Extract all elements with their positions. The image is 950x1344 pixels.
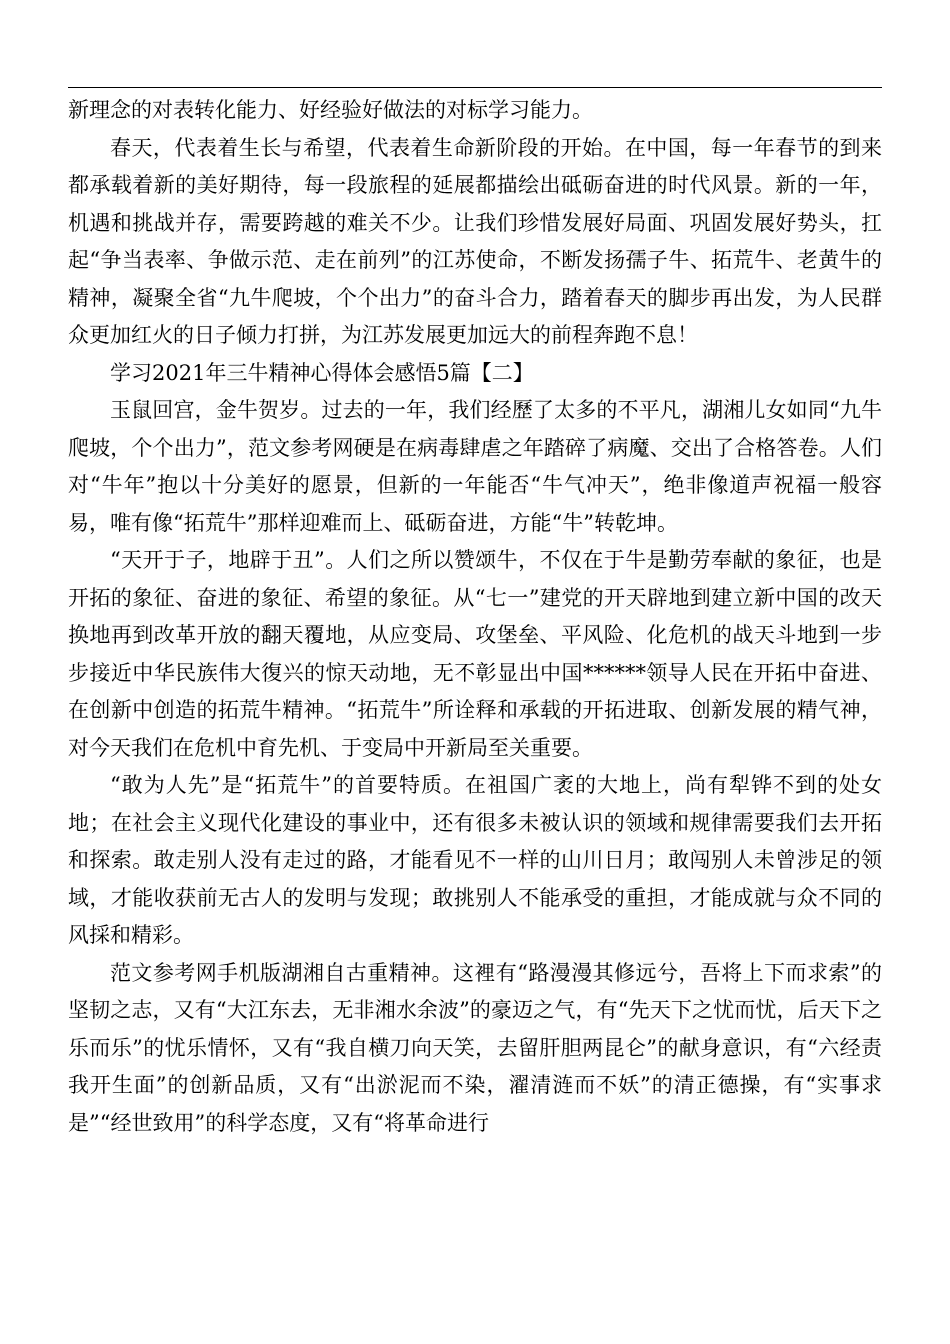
document-body [68, 92, 882, 1142]
paragraph-spring: 春天，代表着生长与希望，代表着生命新阶段的开始。在中国，每一年春节的到来都承载着新的美好期待，每一段旅程的延展都描绘出砥砺奋进的时代风景。新的一年，机遇和挑战并存，需要跨越的难关不少。让我们珍惜发展好局面、巩固发展好势头，扛起“争当表率、争做示范、走在前列”的江苏使命，不断发扬孺子牛、拓荒牛、老黄牛的精神，凝聚全省“九牛爬坡，个个出力”的奋斗合力，踏着春天的脚步再出发，为人民群众更加红火的日子倾力打拼，为江苏发展更加远大的前程奔跑不息！ [68, 135, 882, 347]
paragraph-golden-ox: 玉鼠回宫，金牛贺岁。过去的一年，我们经歷了太多的不平凡，湖湘儿女如同“九牛爬坡，个个出力”，范文参考网硬是在病毒肆虐之年踏碎了病魔、交出了合格答卷。人们对“牛年”抱以十分美好的愿景，但新的一年能否“牛气冲天”，绝非像道声祝福一般容易，唯有像“拓荒牛”那样迎难而上、砥砺奋进，方能“牛”转乾坤。 [68, 398, 882, 535]
paragraph-huxiang-spirit: 范文参考网手机版湖湘自古重精神。这裡有“路漫漫其修远兮，吾将上下而求索”的坚韧之志，又有“大江东去，无非湘水余波”的豪迈之气，有“先天下之忧而忧，后天下之乐而乐”的忧乐情怀，又有“我自横刀向天笑，去留肝胆两昆仑”的献身意识，有“六经责我开生面”的创新品质，又有“出淤泥而不染，濯清涟而不妖”的清正德操，有“实事求是”“经世致用”的科学态度，又有“将革命进行 [68, 960, 882, 1135]
paragraph-dare-first: “敢为人先”是“拓荒牛”的首要特质。在祖国广袤的大地上，尚有犁铧不到的处女地；在社会主义现代化建设的事业中，还有很多未被认识的领域和规律需要我们去开拓和探索。敢走别人没有走过的路，才能看见不一样的山川日月；敢闯别人未曾涉足的领域，才能收获前无古人的发明与发现；敢挑别人不能承受的重担，才能成就与众不同的风採和精彩。 [68, 773, 882, 947]
section-heading: 学习2021年三牛精神心得体会感悟5篇【二】 [110, 360, 534, 385]
header-rule [68, 87, 882, 88]
paragraph-continuation: 新理念的对表转化能力、好经验好做法的对标学习能力。 [68, 98, 593, 122]
paragraph-pioneer-ox: “天开于子，地辟于丑”。人们之所以赞颂牛，不仅在于牛是勤劳奉献的象征，也是开拓的象征、奋进的象征、希望的象征。从“七一”建党的开天辟地到建立新中国的改天换地再到改革开放的翻天覆地，从应变局、攻堡垒、平风险、化危机的战天斗地到一步步接近中华民族伟大復兴的惊天动地，无不彰显出中国******领导人民在开拓中奋进、在创新中创造的拓荒牛精神。“拓荒牛”所诠释和承载的开拓进取、创新发展的精气神，对今天我们在危机中育先机、于变局中开新局至关重要。 [68, 548, 882, 760]
